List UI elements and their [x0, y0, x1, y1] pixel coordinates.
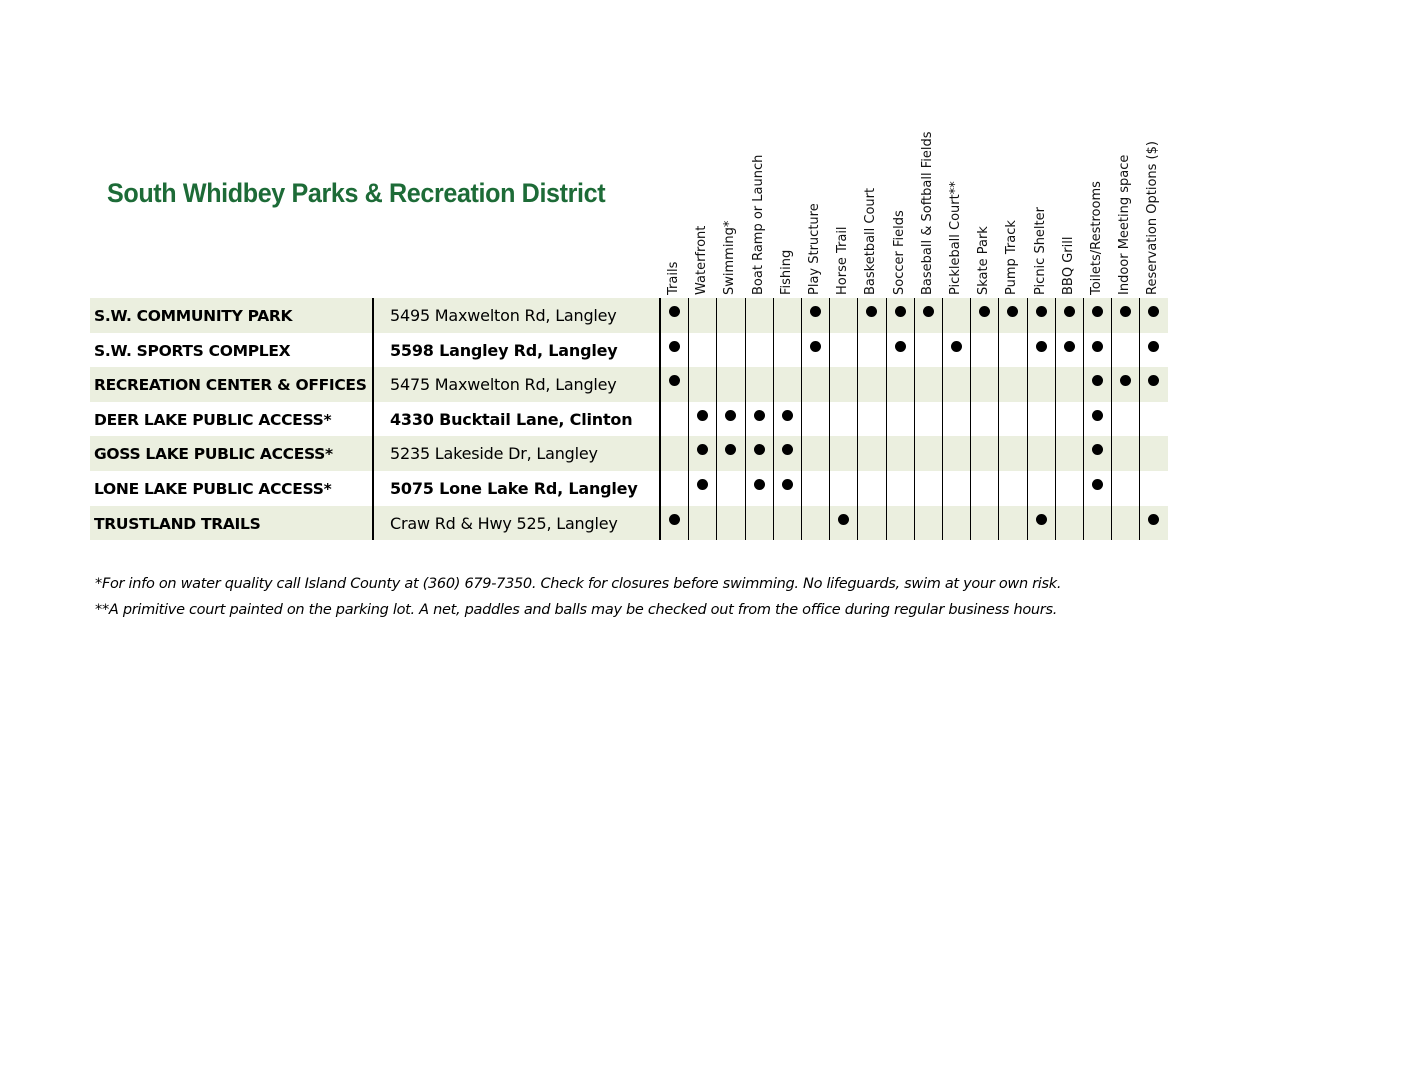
column-header: Reservation Options ($) — [1145, 141, 1161, 295]
column-divider — [773, 298, 774, 540]
footnote-water-quality: *For info on water quality call Island County at (360) 679-7350. Check for closures before swimming. No lifeguards, swim at your own risk. — [95, 576, 1062, 592]
available-dot-icon — [1064, 341, 1075, 352]
table-row — [90, 298, 1168, 333]
park-name: TRUSTLAND TRAILS — [94, 514, 261, 533]
park-name: GOSS LAKE PUBLIC ACCESS* — [94, 445, 333, 464]
column-divider — [716, 298, 717, 540]
available-dot-icon — [697, 444, 708, 455]
table-row — [90, 506, 1168, 541]
column-divider — [1027, 298, 1028, 540]
available-dot-icon — [895, 341, 906, 352]
amenity-cell — [1139, 367, 1167, 402]
available-dot-icon — [725, 410, 736, 421]
amenity-cell — [716, 402, 744, 437]
amenity-cell — [1027, 298, 1055, 333]
amenity-cell — [660, 506, 688, 541]
column-divider — [1111, 298, 1112, 540]
available-dot-icon — [1064, 306, 1075, 317]
amenity-cell — [1083, 402, 1111, 437]
available-dot-icon — [1092, 306, 1103, 317]
column-divider — [1055, 298, 1056, 540]
available-dot-icon — [838, 514, 849, 525]
amenity-cell — [1083, 333, 1111, 368]
amenity-cell — [1083, 367, 1111, 402]
park-name: LONE LAKE PUBLIC ACCESS* — [94, 479, 332, 498]
amenity-cell — [1083, 298, 1111, 333]
available-dot-icon — [1036, 514, 1047, 525]
column-divider — [801, 298, 802, 540]
amenity-cell — [942, 333, 970, 368]
park-name: S.W. COMMUNITY PARK — [94, 307, 293, 325]
park-address: 5475 Maxwelton Rd, Langley — [390, 375, 617, 395]
column-header: Horse Trail — [835, 226, 851, 295]
amenity-cell — [745, 471, 773, 506]
amenity-cell — [886, 298, 914, 333]
available-dot-icon — [669, 514, 680, 525]
amenity-cell — [801, 333, 829, 368]
available-dot-icon — [1148, 514, 1159, 525]
amenity-cell — [688, 436, 716, 471]
column-divider — [998, 298, 999, 540]
column-divider — [688, 298, 689, 540]
column-divider — [659, 298, 661, 540]
available-dot-icon — [754, 444, 765, 455]
park-name: S.W. SPORTS COMPLEX — [94, 341, 291, 360]
column-divider — [745, 298, 746, 540]
column-header: Basketball Court — [863, 187, 879, 295]
amenity-cell — [688, 402, 716, 437]
page-title: South Whidbey Parks & Recreation District — [107, 178, 606, 208]
amenity-cell — [1027, 506, 1055, 541]
column-divider — [1139, 298, 1140, 540]
table-row — [90, 333, 1168, 368]
amenity-cell — [745, 436, 773, 471]
park-name: RECREATION CENTER & OFFICES — [94, 376, 367, 395]
available-dot-icon — [1120, 306, 1131, 317]
available-dot-icon — [1036, 306, 1047, 317]
available-dot-icon — [1092, 479, 1103, 490]
amenity-cell — [773, 402, 801, 437]
available-dot-icon — [1036, 341, 1047, 352]
amenity-cell — [660, 298, 688, 333]
amenity-cell — [1139, 298, 1167, 333]
amenity-cell — [998, 298, 1026, 333]
available-dot-icon — [1120, 375, 1131, 386]
amenity-cell — [1055, 333, 1083, 368]
available-dot-icon — [979, 306, 990, 317]
available-dot-icon — [669, 306, 680, 317]
available-dot-icon — [810, 306, 821, 317]
available-dot-icon — [1092, 444, 1103, 455]
available-dot-icon — [1007, 306, 1018, 317]
amenity-cell — [688, 471, 716, 506]
footnote-pickleball: **A primitive court painted on the parking lot. A net, paddles and balls may be checked out from the office during regular business hours. — [95, 602, 1058, 618]
amenity-cell — [914, 298, 942, 333]
column-header: Boat Ramp or Launch — [750, 154, 766, 295]
available-dot-icon — [697, 410, 708, 421]
available-dot-icon — [895, 306, 906, 317]
available-dot-icon — [754, 479, 765, 490]
park-address: 5495 Maxwelton Rd, Langley — [390, 306, 617, 325]
amenity-cell — [1055, 298, 1083, 333]
amenity-cell — [1083, 436, 1111, 471]
available-dot-icon — [669, 341, 680, 352]
available-dot-icon — [810, 341, 821, 352]
column-divider — [1083, 298, 1084, 540]
column-header: Picnic Shelter — [1032, 207, 1048, 295]
footnotes — [95, 571, 1061, 623]
column-divider — [970, 298, 971, 540]
amenity-cell — [857, 298, 885, 333]
column-header: Trails — [666, 261, 681, 295]
available-dot-icon — [951, 341, 962, 352]
park-address: Craw Rd & Hwy 525, Langley — [390, 513, 618, 533]
column-divider — [942, 298, 943, 540]
amenity-cell — [660, 333, 688, 368]
column-header: Swimming* — [722, 220, 738, 295]
available-dot-icon — [866, 306, 877, 317]
park-name: DEER LAKE PUBLIC ACCESS* — [94, 410, 332, 429]
available-dot-icon — [1148, 375, 1159, 386]
available-dot-icon — [669, 375, 680, 386]
column-header: Fishing — [778, 249, 794, 295]
park-address: 5235 Lakeside Dr, Langley — [390, 444, 598, 464]
column-header: Waterfront — [694, 225, 710, 295]
table-row — [90, 471, 1168, 506]
column-divider — [914, 298, 915, 540]
amenity-cell — [829, 506, 857, 541]
park-address: 4330 Bucktail Lane, Clinton — [390, 409, 633, 429]
amenity-cell — [1027, 333, 1055, 368]
available-dot-icon — [1092, 410, 1103, 421]
available-dot-icon — [923, 306, 934, 317]
column-header: Indoor Meeting space — [1117, 154, 1133, 295]
amenity-cell — [773, 436, 801, 471]
column-header: Toilets/Restrooms — [1089, 181, 1104, 295]
column-divider — [886, 298, 887, 540]
available-dot-icon — [782, 410, 793, 421]
park-address: 5598 Langley Rd, Langley — [390, 340, 618, 360]
amenity-cell — [716, 436, 744, 471]
name-address-divider — [372, 298, 374, 540]
amenity-cell — [660, 367, 688, 402]
table-row — [90, 367, 1168, 402]
amenity-column-headers — [0, 0, 1408, 300]
amenity-cell — [1139, 333, 1167, 368]
available-dot-icon — [1092, 375, 1103, 386]
amenity-cell — [1111, 367, 1139, 402]
available-dot-icon — [1148, 341, 1159, 352]
available-dot-icon — [1092, 341, 1103, 352]
amenity-cell — [1139, 506, 1167, 541]
amenity-cell — [1083, 471, 1111, 506]
amenity-cell — [773, 471, 801, 506]
column-header: Baseball & Softball Fields — [919, 131, 935, 295]
column-divider — [857, 298, 858, 540]
amenity-cell — [745, 402, 773, 437]
column-header: Soccer Fields — [891, 210, 907, 295]
available-dot-icon — [1148, 306, 1159, 317]
column-header: BBQ Grill — [1060, 236, 1076, 295]
available-dot-icon — [697, 479, 708, 490]
table-row — [90, 402, 1168, 437]
available-dot-icon — [782, 479, 793, 490]
available-dot-icon — [754, 410, 765, 421]
amenity-cell — [1111, 298, 1139, 333]
column-header: Pickleball Court** — [948, 181, 963, 295]
amenity-cell — [970, 298, 998, 333]
amenities-table — [90, 298, 1168, 540]
amenity-cell — [886, 333, 914, 368]
column-header: Play Structure — [807, 203, 822, 295]
column-divider — [829, 298, 830, 540]
amenity-cell — [801, 298, 829, 333]
table-row — [90, 436, 1168, 471]
column-header: Pump Track — [1004, 220, 1020, 295]
column-header: Skate Park — [976, 226, 992, 295]
park-address: 5075 Lone Lake Rd, Langley — [390, 478, 638, 498]
available-dot-icon — [782, 444, 793, 455]
available-dot-icon — [725, 444, 736, 455]
